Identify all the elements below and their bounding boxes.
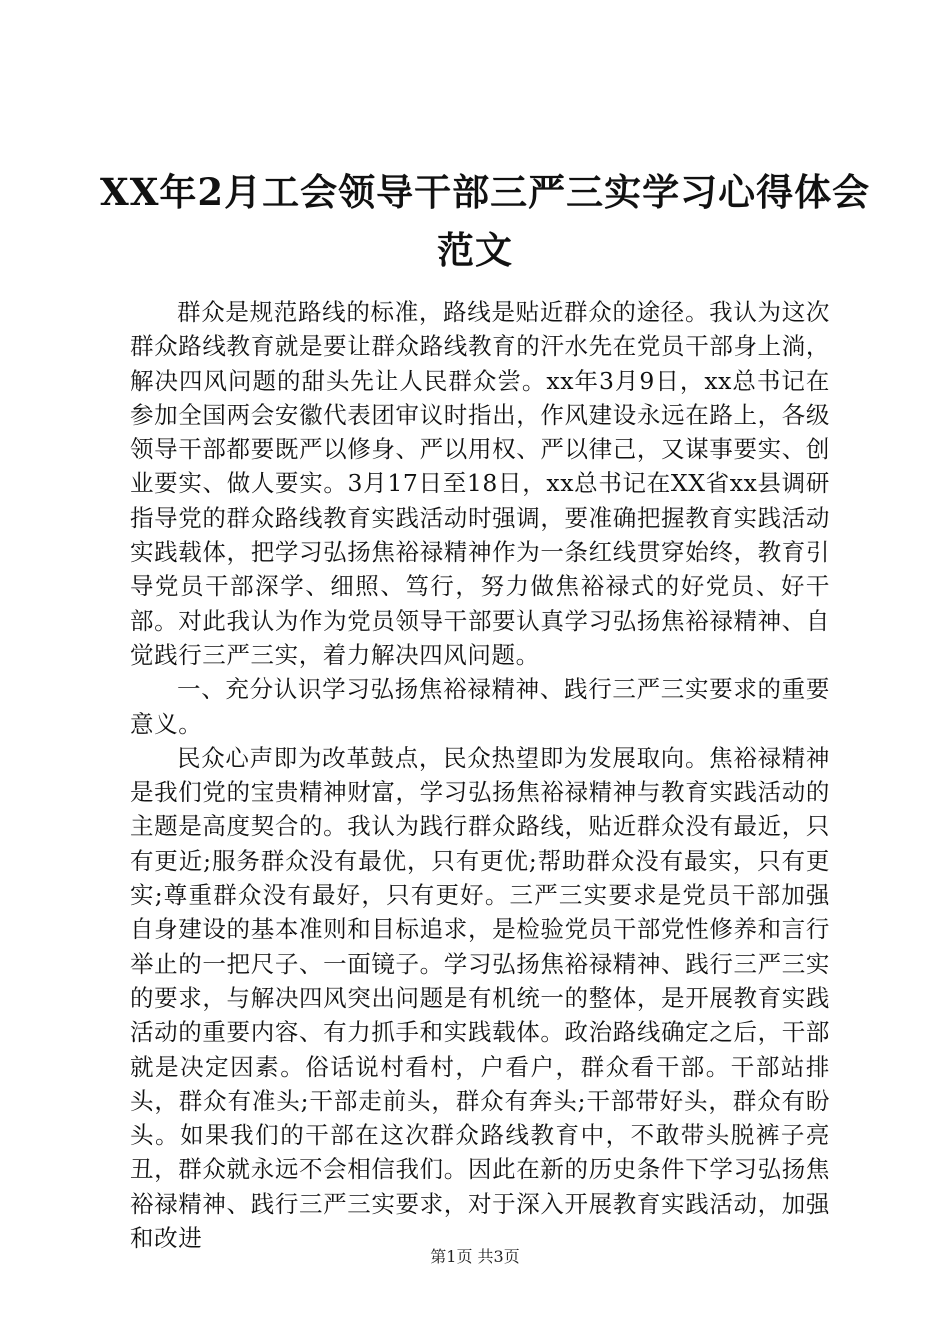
document-title-line-2: 范文 — [437, 228, 513, 272]
document-body — [130, 295, 830, 1255]
paragraph-significance: 民众心声即为改革鼓点，民众热望即为发展取向。焦裕禄精神是我们党的宝贵精神财富，学习弘扬焦裕禄精神与教育实践活动的主题是高度契合的。我认为践行群众路线，贴近群众没有最近，只有更近;服务群众没有最优，只有更优;帮助群众没有最实，只有更实;尊重群众没有最好，只有更好。三严三实要求是党员干部加强自身建设的基本准则和目标追求，是检验党员干部党性修养和言行举止的一把尺子、一面镜子。学习弘扬焦裕禄精神、践行三严三实的要求，与解决四风突出问题是有机统一的整体，是开展教育实践活动的重要内容、有力抓手和实践载体。政治路线确定之后，干部就是决定因素。俗话说村看村，户看户，群众看干部。干部站排头，群众有准头;干部走前头，群众有奔头;干部带好头，群众有盼头。如果我们的干部在这次群众路线教育中，不敢带头脱裤子亮丑，群众就永远不会相信我们。因此在新的历史条件下学习弘扬焦裕禄精神、践行三严三实要求，对于深入开展教育实践活动，加强和改进 — [130, 743, 830, 1253]
page-number-footer: 第1页 共3页 — [430, 1247, 520, 1266]
paragraph-intro: 群众是规范路线的标准，路线是贴近群众的途径。我认为这次群众路线教育就是要让群众路线教育的汗水先在党员干部身上淌，解决四风问题的甜头先让人民群众尝。xx年3月9日，xx总书记在参加全国两会安徽代表团审议时指出，作风建设永远在路上，各级领导干部都要既严以修身、严以用权、严以律己，又谋事要实、创业要实、做人要实。3月17日至18日，xx总书记在XX省xx县调研指导党的群众路线教育实践活动时强调，要准确把握教育实践活动实践载体，把学习弘扬焦裕禄精神作为一条红线贯穿始终，教育引导党员干部深学、细照、笃行，努力做焦裕禄式的好党员、好干部。对此我认为作为党员领导干部要认真学习弘扬焦裕禄精神、自觉践行三严三实，着力解决四风问题。 — [130, 298, 830, 669]
document-title-line-1: XX年2月工会领导干部三严三实学习心得体会 — [100, 170, 871, 214]
paragraph-heading-one: 一、充分认识学习弘扬焦裕禄精神、践行三严三实要求的重要意义。 — [130, 675, 830, 738]
